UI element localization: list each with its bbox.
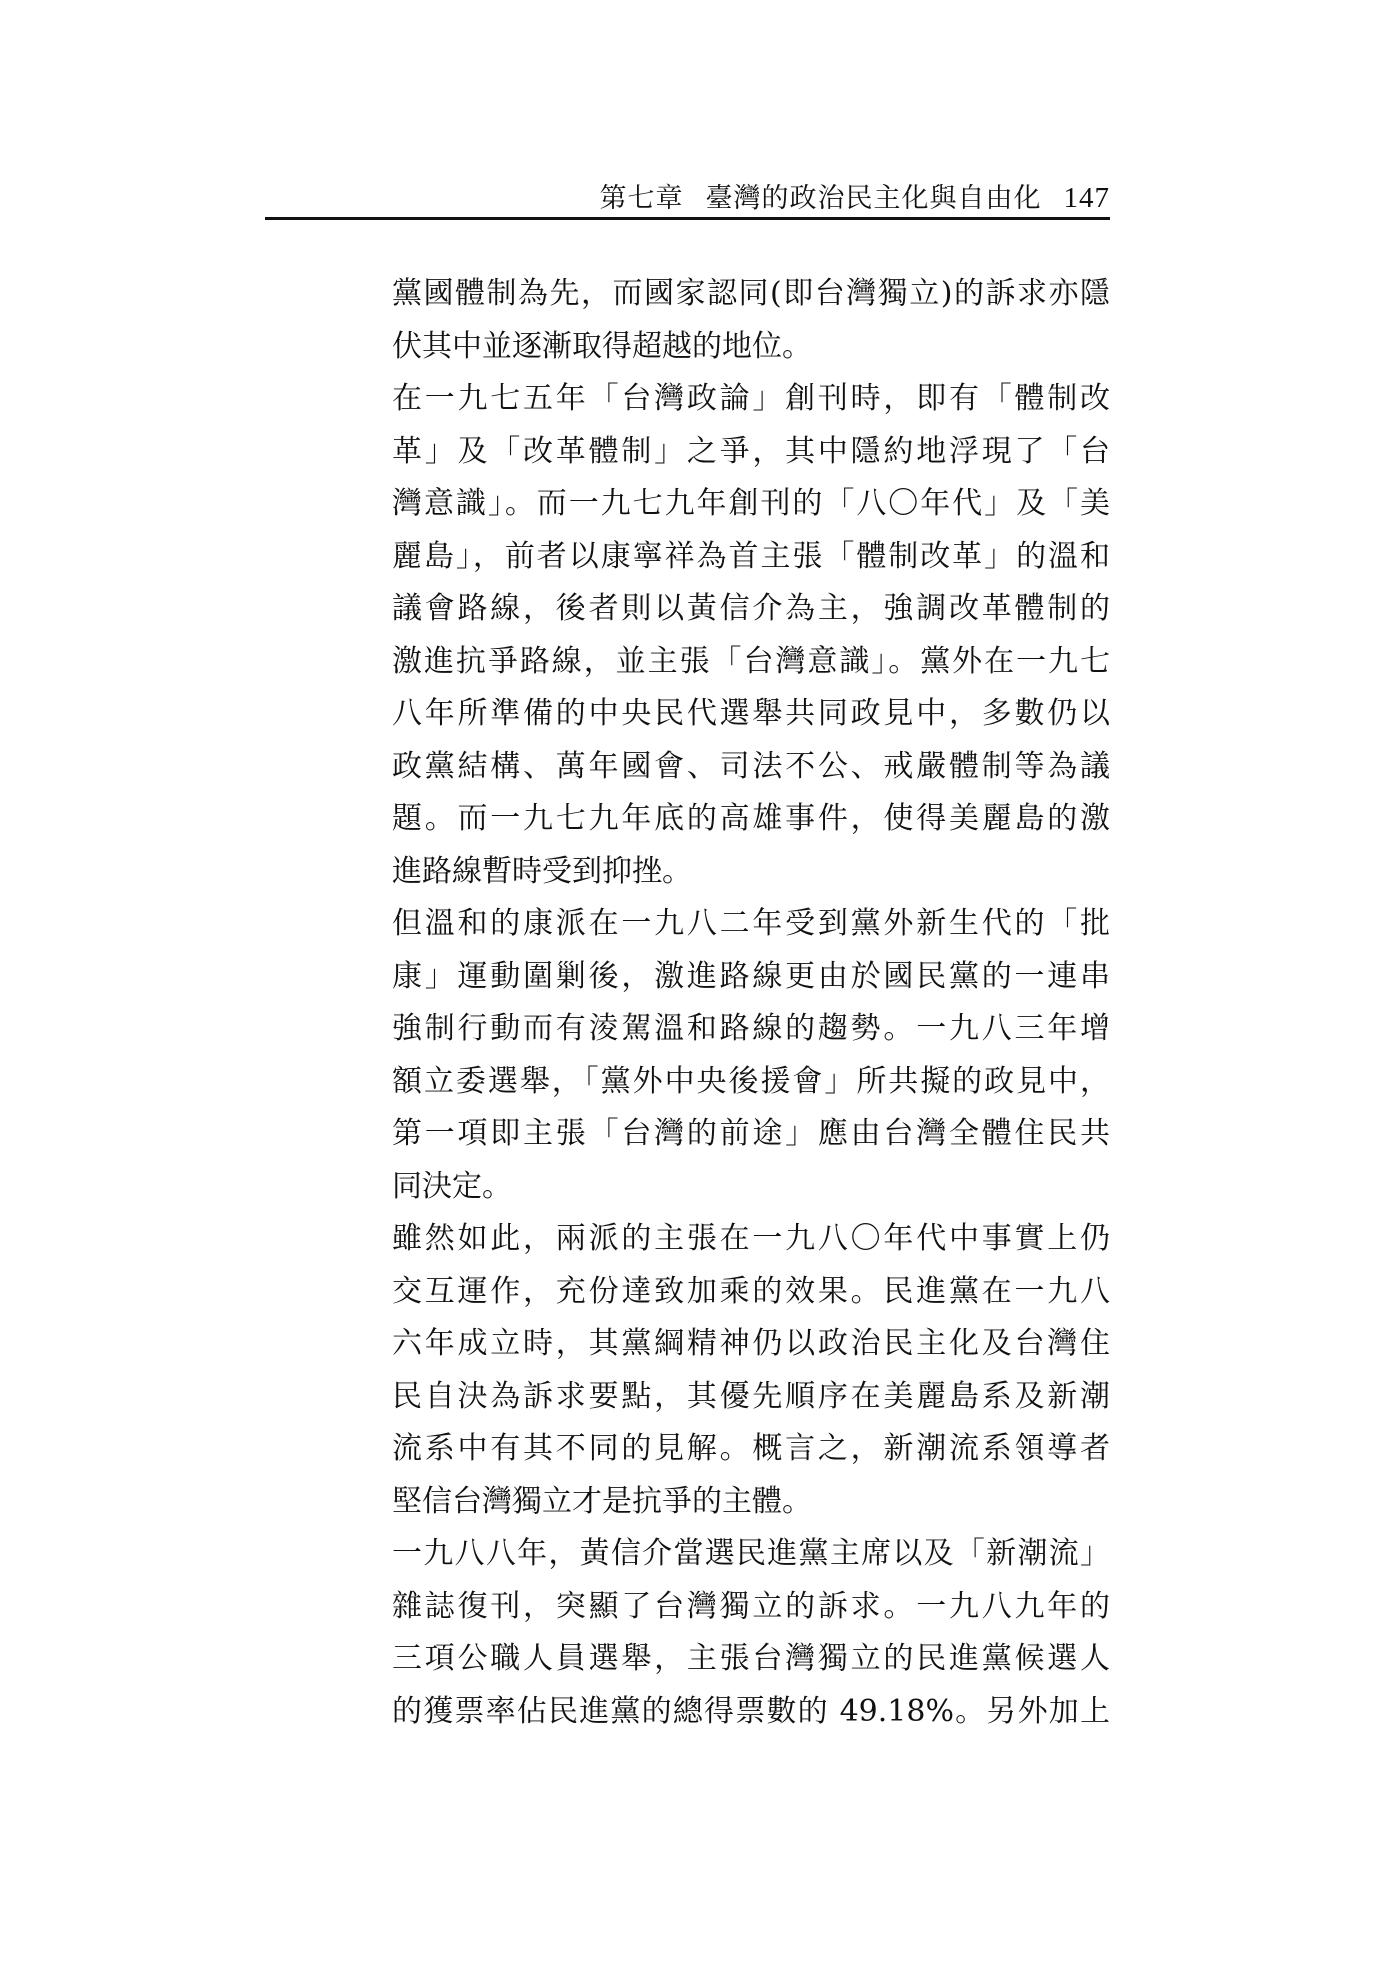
paragraph <box>392 373 1110 898</box>
text-line: 交互運作，充份達致加乘的效果。民進黨在一九八 <box>392 1273 1110 1309</box>
running-header <box>265 178 1110 218</box>
text-line: 灣意識」。而一九七九年創刊的「八〇年代」及「美 <box>392 486 1110 521</box>
text-line: 雜誌復刊，突顯了台灣獨立的訴求。一九八九年的 <box>392 1588 1110 1624</box>
text-line: 民自決為訴求要點，其優先順序在美麗島系及新潮 <box>392 1378 1110 1414</box>
text-line: 流系中有其不同的見解。概言之，新潮流系領導者 <box>392 1431 1110 1466</box>
text-line: 的獲票率佔民進黨的總得票數的 49.18%。另外加上 <box>392 1693 1110 1729</box>
chapter-label: 第七章 <box>599 183 684 214</box>
text-line: 雖然如此，兩派的主張在一九八〇年代中事實上仍 <box>392 1221 1110 1256</box>
text-line: 激進抗爭路線，並主張「台灣意識」。黨外在一九七 <box>392 643 1110 679</box>
text-line: 康」運動圍剿後，激進路線更由於國民黨的一連串 <box>392 958 1110 994</box>
text-line: 同決定。 <box>392 1168 512 1204</box>
text-line: 額立委選舉，「黨外中央後援會」所共擬的政見中， <box>392 1063 1110 1099</box>
text-line: 議會路線，後者則以黃信介為主，強調改革體制的 <box>392 591 1110 626</box>
text-line: 伏其中並逐漸取得超越的地位。 <box>392 328 812 364</box>
text-line: 在一九七五年「台灣政論」創刊時，即有「體制改 <box>392 381 1110 416</box>
text-line: 強制行動而有淩駕溫和路線的趨勢。一九八三年增 <box>392 1011 1110 1046</box>
text-line: 題。而一九七九年底的高雄事件，使得美麗島的激 <box>392 801 1110 836</box>
chapter-title: 臺灣的政治民主化與自由化 <box>705 183 1042 214</box>
paragraph <box>392 268 1110 373</box>
text-line: 堅信台灣獨立才是抗爭的主體。 <box>392 1483 812 1519</box>
header-rule <box>265 217 1110 220</box>
text-line: 黨國體制為先，而國家認同(即台灣獨立)的訴求亦隱 <box>392 276 1110 311</box>
paragraph <box>392 898 1110 1213</box>
text-line: 革」及「改革體制」之爭，其中隱約地浮現了「台 <box>392 433 1110 469</box>
page-number: 147 <box>1063 182 1110 214</box>
text-line: 麗島」，前者以康寧祥為首主張「體制改革」的溫和 <box>392 538 1110 574</box>
text-line: 八年所準備的中央民代選舉共同政見中，多數仍以 <box>392 696 1110 731</box>
text-line: 政黨結構、萬年國會、司法不公、戒嚴體制等為議 <box>392 748 1110 784</box>
paragraph <box>392 1528 1110 1738</box>
text-line: 三項公職人員選舉，主張台灣獨立的民進黨候選人 <box>392 1641 1110 1676</box>
text-line: 進路線暫時受到抑挫。 <box>392 853 692 889</box>
paragraph <box>392 1213 1110 1528</box>
body-text <box>392 268 1110 1738</box>
text-line: 一九八八年，黃信介當選民進黨主席以及「新潮流」 <box>392 1536 1110 1571</box>
text-line: 第一項即主張「台灣的前途」應由台灣全體住民共 <box>392 1116 1110 1151</box>
text-line: 六年成立時，其黨綱精神仍以政治民主化及台灣住 <box>392 1326 1110 1361</box>
text-line: 但溫和的康派在一九八二年受到黨外新生代的「批 <box>392 906 1110 941</box>
